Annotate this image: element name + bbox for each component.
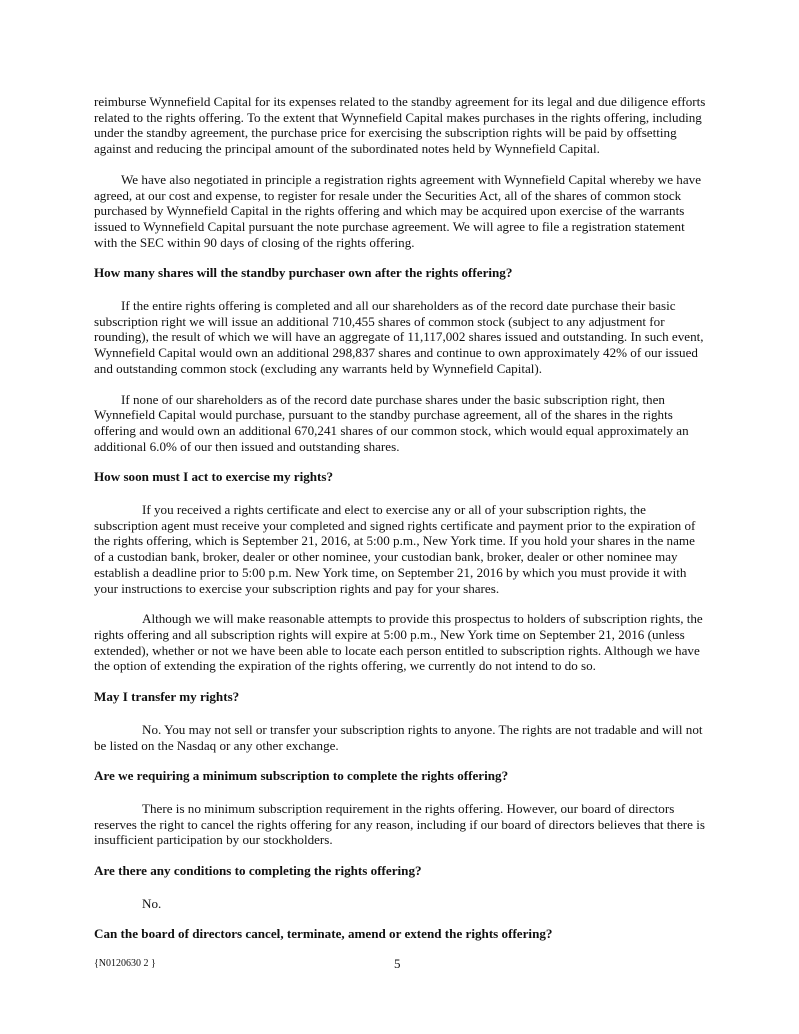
document-body — [94, 94, 706, 942]
heading-transfer: May I transfer my rights? — [94, 689, 240, 705]
paragraph-no-participation: If none of our shareholders as of the record date purchase shares under the basic subscription right, then Wynnefield Capital would purchase, pursuant to the standby purchase agreement, all of the shares in the rights offering and would own an additional 670,241 shares of our common stock, which would equal approximately an additional 6.0% of our then issued and outstanding shares. — [94, 391, 689, 454]
paragraph-deadline: If you received a rights certificate and elect to exercise any or all of your subscription rights, the subscription agent must receive your completed and signed rights certificate and payment prior to the expiration of the rights offering, which is September 21, 2016, at 5:00 p.m., New York time. If you hold your shares in the name of a custodian bank, broker, dealer or other nominee, your custodian bank, broker, dealer or other nominee may establish a deadline prior to 5:00 p.m. New York time, on September 21, 2016 by which you must provide it with your instructions to exercise your subscription rights and pay for your shares. — [94, 502, 696, 596]
heading-board-cancel: Can the board of directors cancel, terminate, amend or extend the rights offering? — [94, 926, 553, 942]
paragraph-conditions: No. — [142, 895, 162, 911]
paragraph-standby-expenses: reimburse Wynnefield Capital for its expenses related to the standby agreement for its legal and due diligence efforts related to the rights offering. To the extent that Wynnefield Capital makes purchases in the rights offering, including under the standby agreement, the purchase price for exercising the subscription rights will be paid by offsetting against and reducing the principal amount of the subordinated notes held by Wynnefield Capital. — [94, 94, 706, 157]
paragraph-transfer: No. You may not sell or transfer your subscription rights to anyone. The rights are not tradable and will not be listed on the Nasdaq or any other exchange. — [94, 721, 703, 753]
heading-how-soon: How soon must I act to exercise my rights? — [94, 469, 334, 485]
page-number: 5 — [394, 956, 401, 971]
paragraph-minimum-subscription: There is no minimum subscription requirement in the rights offering. However, our board of directors reserves the right to cancel the rights offering for any reason, including if our board of directors believes that there is insufficient participation by our stockholders. — [94, 800, 705, 848]
footer-doc-id: {N0120630 2 } — [94, 958, 156, 969]
heading-minimum-subscription: Are we requiring a minimum subscription to complete the rights offering? — [94, 768, 509, 784]
paragraph-registration-rights: We have also negotiated in principle a registration rights agreement with Wynnefield Capital whereby we have agreed, at our cost and expense, to register for resale under the Securities Act, all of the shares of common stock purchased by Wynnefield Capital in the rights offering and which may be acquired upon exercise of the warrants issued to Wynnefield Capital pursuant the note purchase agreement. We will agree to file a registration statement with the SEC within 90 days of closing of the rights offering. — [94, 171, 702, 250]
paragraph-expiration: Although we will make reasonable attempts to provide this prospectus to holders of subscription rights, the rights offering and all subscription rights will expire at 5:00 p.m., New York time on September 21, 2016 (unless extended), whether or not we have been able to locate each person entitled to subscription rights. Although we have the option of extending the expiration of the rights offering, we currently do not intend to do so. — [94, 611, 703, 674]
heading-standby-shares: How many shares will the standby purchaser own after the rights offering? — [94, 265, 513, 281]
heading-conditions: Are there any conditions to completing the rights offering? — [94, 863, 422, 879]
paragraph-full-offering: If the entire rights offering is completed and all our shareholders as of the record date purchase their basic subscription right we will issue an additional 710,455 shares of common stock (subject to any adjustment for rounding), the result of which we will have an aggregate of 11,117,002 shares issued and outstanding. In such event, Wynnefield Capital would own an additional 298,837 shares and continue to own approximately 42% of our issued and outstanding common stock (excluding any warrants held by Wynnefield Capital). — [94, 298, 704, 376]
